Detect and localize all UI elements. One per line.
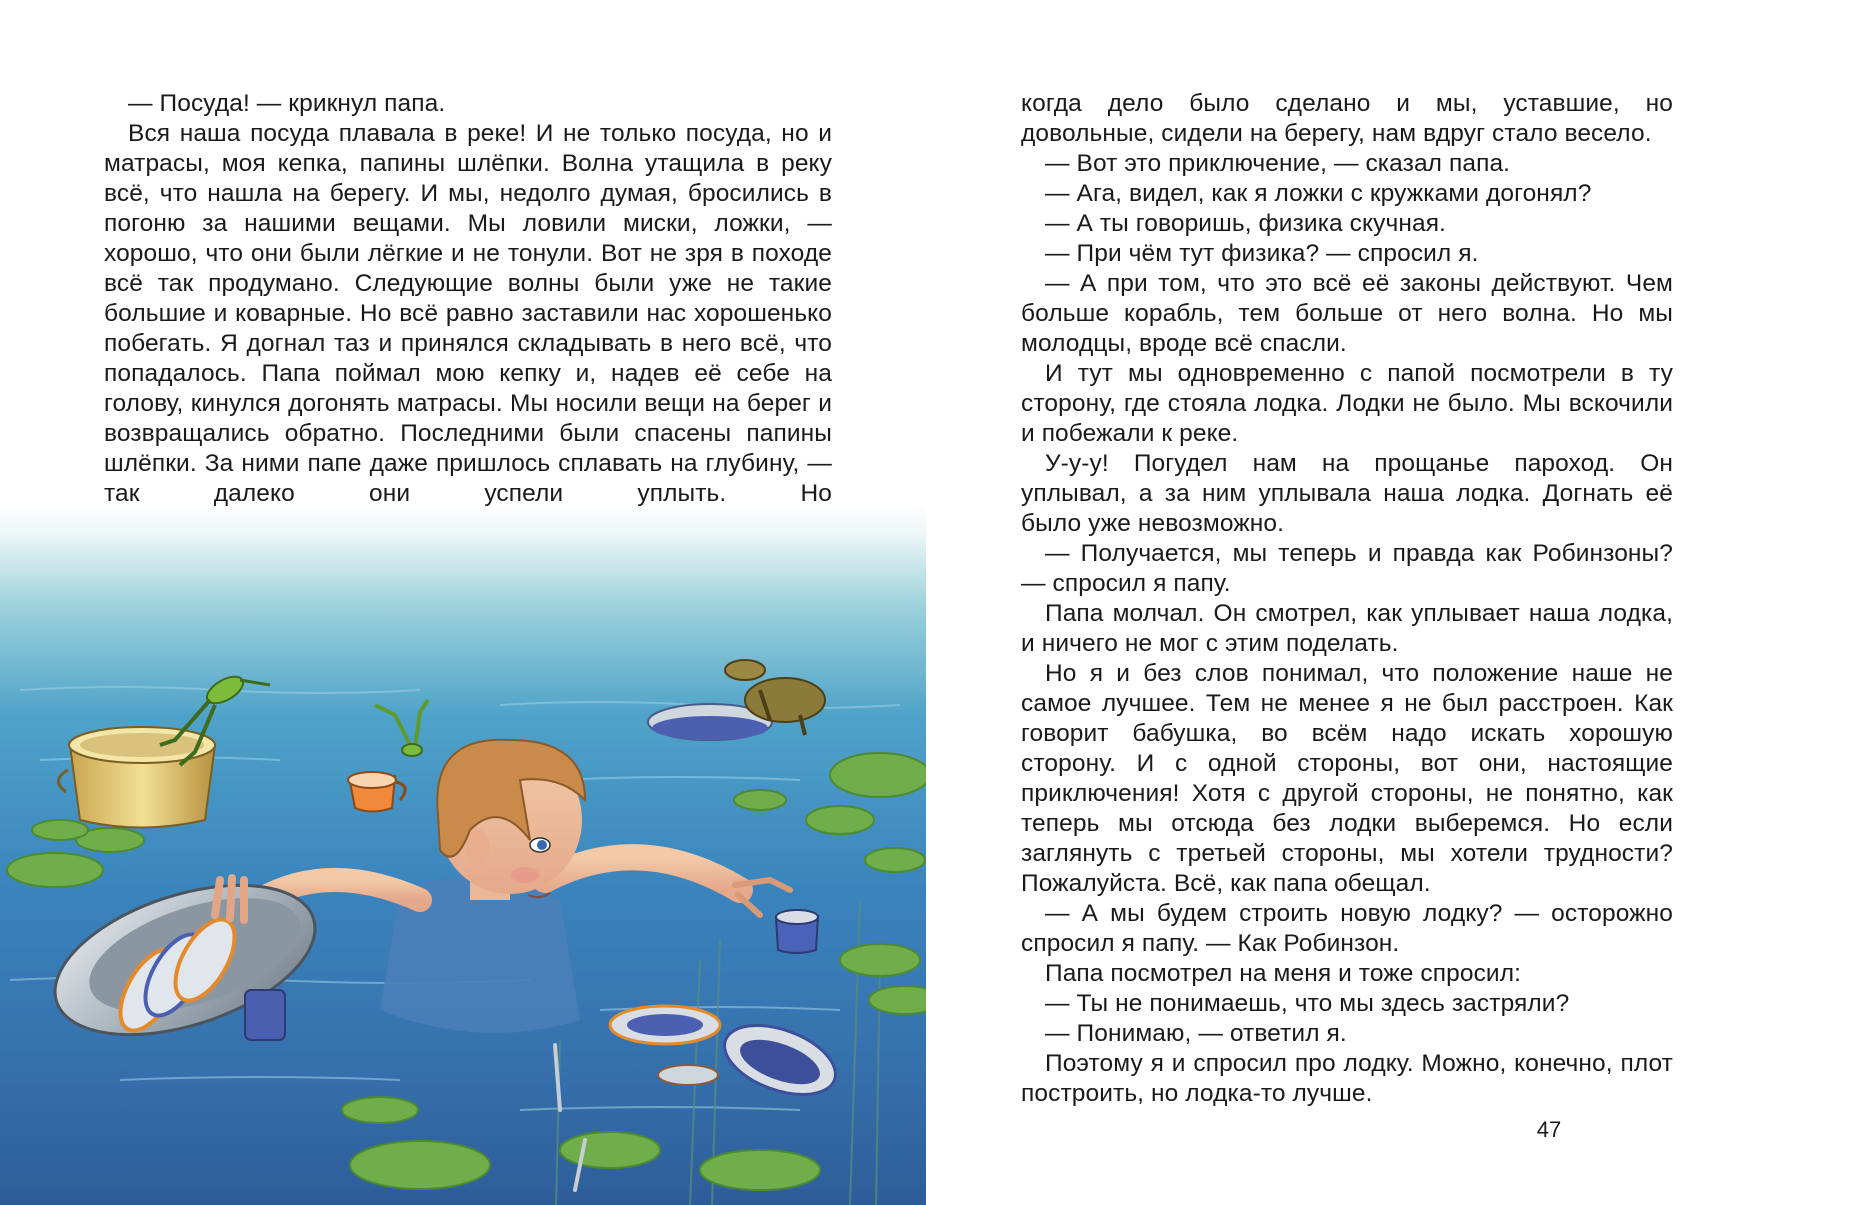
paragraph: Папа молчал. Он смотрел, как уплывает наша лодка, и ничего не мог с этим поделать. (1021, 600, 1673, 657)
paragraph: когда дело было сделано и мы, уставшие, но довольные, сидели на берегу, нам вдруг стало весело. (1021, 90, 1673, 147)
paragraph: — А мы будем строить новую лодку? — осторожно спросил я папу. — Как Робинзон. (1021, 900, 1673, 957)
paragraph: Вся наша посуда плавала в реке! И не только посуда, но и матрасы, моя кепка, папины шлёпки. Волна утащила в реку всё, что нашла на берегу. И мы, недолго думая, бросились в погоню за нашими вещами. Мы ловили миски, ложки, — хорошо, что они были лёгкие и не тонули. Вот не зря в походе всё так продумано. Следующие волны были уже не такие большие и коварные. Но всё равно заставили нас хорошенько побегать. Я догнал таз и принялся складывать в него всё, что попадалось. Папа поймал мою кепку и, надев её себе на голову, кинулся догонять матрасы. Мы носили вещи на берег и возвращались обратно. Последними были спасены папины шлёпки. За ними папе даже пришлось сплавать на глубину, — так далеко они успели уплыть. Но (104, 120, 832, 507)
paragraph: — Ты не понимаешь, что мы здесь застряли? (1045, 990, 1570, 1017)
paragraph: Папа посмотрел на меня и тоже спросил: (1045, 960, 1522, 987)
paragraph: Но я и без слов понимал, что положение наше не самое лучшее. Тем не менее я не был расстроен. Как говорит бабушка, во всём надо искать хорошую сторону. И с одной стороны, вот они, настоящие приключения! Хотя с другой стороны, не понятно, как теперь мы отсюда без лодки выберемся. Но если заглянуть с третьей стороны, мы хотели трудности? Пожалуйста. Всё, как папа обещал. (1021, 660, 1673, 897)
blue-cup (776, 910, 818, 953)
page-number: 47 (1536, 1117, 1562, 1142)
paragraph: — Вот это приключение, — сказал папа. (1045, 150, 1511, 177)
paragraph: Поэтому я и спросил про лодку. Можно, конечно, плот построить, но лодка-то лучше. (1021, 1050, 1673, 1107)
paragraph: — Получается, мы теперь и правда как Робинзоны? — спросил я папу. (1021, 540, 1673, 597)
right-page (926, 0, 1852, 1205)
left-page-text (104, 89, 832, 509)
paragraph: И тут мы одновременно с папой посмотрели в ту сторону, где стояла лодка. Лодки не было. Мы вскочили и побежали к реке. (1021, 360, 1673, 447)
paragraph: У-у-у! Погудел нам на прощанье пароход. Он уплывал, а за ним уплывала наша лодка. Догнать её было уже невозможно. (1021, 450, 1673, 537)
paragraph: — А ты говоришь, физика скучная. (1045, 210, 1446, 237)
paragraph: — Понимаю, — ответил я. (1045, 1020, 1347, 1047)
floating-pot (58, 727, 215, 828)
paragraph: — Посуда! — крикнул папа. (128, 90, 446, 117)
paragraph: — А при том, что это всё её законы действуют. Чем больше корабль, тем больше от него волна. Но мы молодцы, вроде всё спасли. (1021, 270, 1673, 357)
paragraph: — Ага, видел, как я ложки с кружками догонял? (1045, 180, 1592, 207)
right-page-text (1021, 89, 1673, 1109)
paragraph: — При чём тут физика? — спросил я. (1045, 240, 1479, 267)
